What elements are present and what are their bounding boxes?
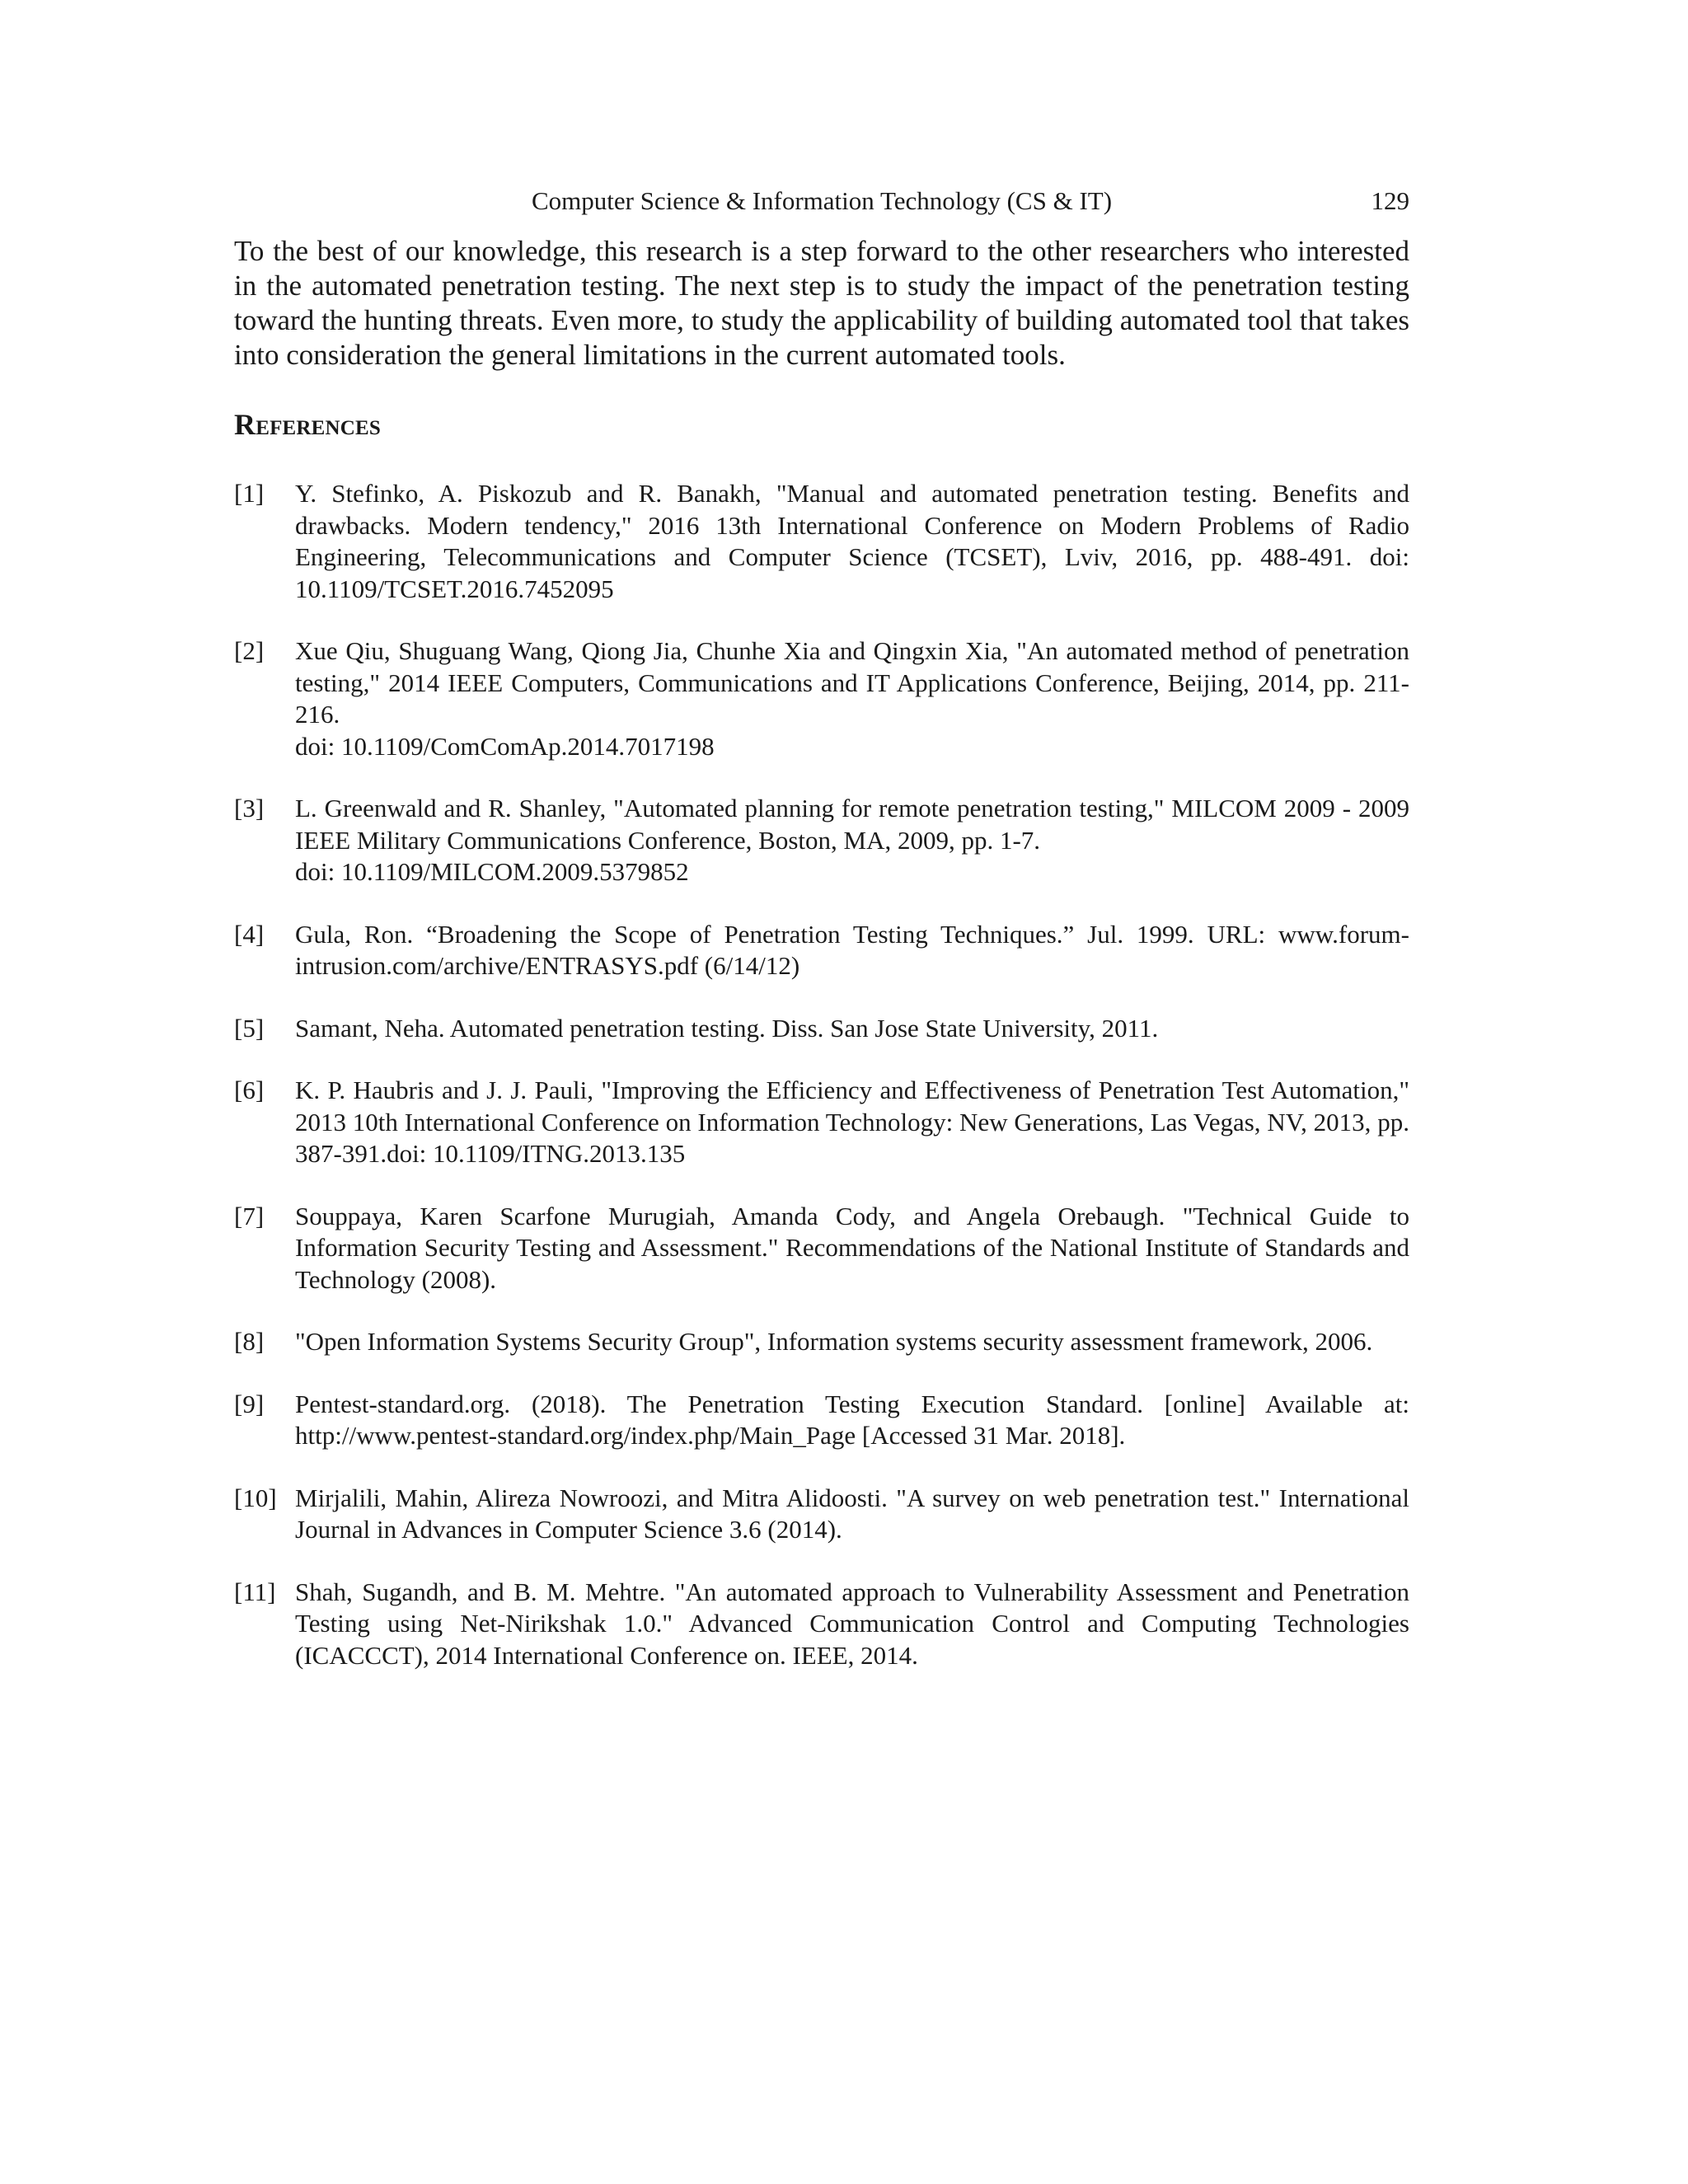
reference-number: [9] xyxy=(234,1389,265,1418)
reference-item xyxy=(234,1201,1409,1296)
reference-item xyxy=(234,1326,1409,1358)
page-number: 129 xyxy=(1371,186,1409,215)
reference-item xyxy=(234,1483,1409,1546)
reference-number: [5] xyxy=(234,1013,265,1043)
reference-item xyxy=(234,1577,1409,1672)
reference-text: Gula, Ron. “Broadening the Scope of Penetration Testing Techniques.” Jul. 1999. URL: www.forum-intrusion.com/archive/ENTRASYS.pdf (6/14/12) xyxy=(295,919,1409,980)
reference-item xyxy=(234,919,1409,982)
reference-text: Samant, Neha. Automated penetration testing. Diss. San Jose State University, 2011. xyxy=(295,1013,1159,1043)
reference-doi: doi: 10.1109/MILCOM.2009.5379852 xyxy=(295,857,689,886)
reference-text: Souppaya, Karen Scarfone Murugiah, Amanda Cody, and Angela Orebaugh. "Technical Guide to Information Security Testing and Assessment." Recommendations of the National Institute of Standards and Technology (2008). xyxy=(295,1201,1409,1294)
reference-text: Mirjalili, Mahin, Alireza Nowroozi, and Mitra Alidoosti. "A survey on web penetration test." International Journal in Advances in Computer Science 3.6 (2014). xyxy=(295,1483,1409,1544)
reference-number: [6] xyxy=(234,1076,265,1104)
reference-item xyxy=(234,793,1409,888)
reference-text: Y. Stefinko, A. Piskozub and R. Banakh, "Manual and automated penetration testing. Benefits and drawbacks. Modern tendency," 2016 13th International Conference on Modern Problems of Radio Engineering, Telecommunications and Computer Science (TCSET), Lviv, 2016, pp. 488-491. doi: 10.1109/TCSET.2016.7452095 xyxy=(295,479,1409,603)
reference-number: [2] xyxy=(234,636,265,665)
reference-text: Xue Qiu, Shuguang Wang, Qiong Jia, Chunhe Xia and Qingxin Xia, "An automated method of penetration testing," 2014 IEEE Computers, Communications and IT Applications Conference, Beijing, 2014, pp. 211-216. xyxy=(295,636,1409,729)
reference-number: [3] xyxy=(234,794,265,823)
reference-text: "Open Information Systems Security Group", Information systems security assessment framework, 2006. xyxy=(295,1327,1373,1356)
journal-title: Computer Science & Information Technology (CS & IT) xyxy=(531,186,1113,215)
reference-number: [1] xyxy=(234,479,265,508)
reference-text: Shah, Sugandh, and B. M. Mehtre. "An automated approach to Vulnerability Assessment and Penetration Testing using Net-Nirikshak 1.0." Advanced Communication Control and Computing Technologies (ICACCCT), 2014 International Conference on. IEEE, 2014. xyxy=(295,1577,1409,1670)
reference-text: L. Greenwald and R. Shanley, "Automated planning for remote penetration testing," MILCOM 2009 - 2009 IEEE Military Communications Conference, Boston, MA, 2009, pp. 1-7. xyxy=(295,794,1409,855)
reference-item xyxy=(234,478,1409,605)
references-heading: References xyxy=(234,408,382,441)
reference-text: Pentest-standard.org. (2018). The Penetration Testing Execution Standard. [online] Available at: http://www.pentest-standard.org/index.php/Main_Page [Accessed 31 Mar. 2018]. xyxy=(295,1389,1409,1450)
reference-number: [7] xyxy=(234,1201,265,1230)
reference-number: [4] xyxy=(234,919,265,949)
reference-list xyxy=(234,478,1409,1702)
reference-doi: doi: 10.1109/ComComAp.2014.7017198 xyxy=(295,731,715,761)
reference-number: [10] xyxy=(234,1483,277,1512)
reference-number: [8] xyxy=(234,1327,265,1356)
running-header xyxy=(234,183,1409,219)
reference-item xyxy=(234,1013,1409,1045)
body-paragraph: To the best of our knowledge, this research is a step forward to the other researchers who interested in the automated penetration testing. The next step is to study the impact of the penetration testing toward the hunting threats. Even more, to study the applicability of building automated tool that takes into consideration the general limitations in the current automated tools. xyxy=(234,235,1409,371)
reference-item xyxy=(234,1389,1409,1452)
reference-text: K. P. Haubris and J. J. Pauli, "Improving the Efficiency and Effectiveness of Penetration Test Automation," 2013 10th International Conference on Information Technology: New Generations, Las Vegas, NV, 2013, pp. 387-391.doi: 10.1109/ITNG.2013.135 xyxy=(295,1076,1409,1168)
reference-number: [11] xyxy=(234,1577,276,1606)
reference-item xyxy=(234,1075,1409,1170)
reference-item xyxy=(234,635,1409,762)
